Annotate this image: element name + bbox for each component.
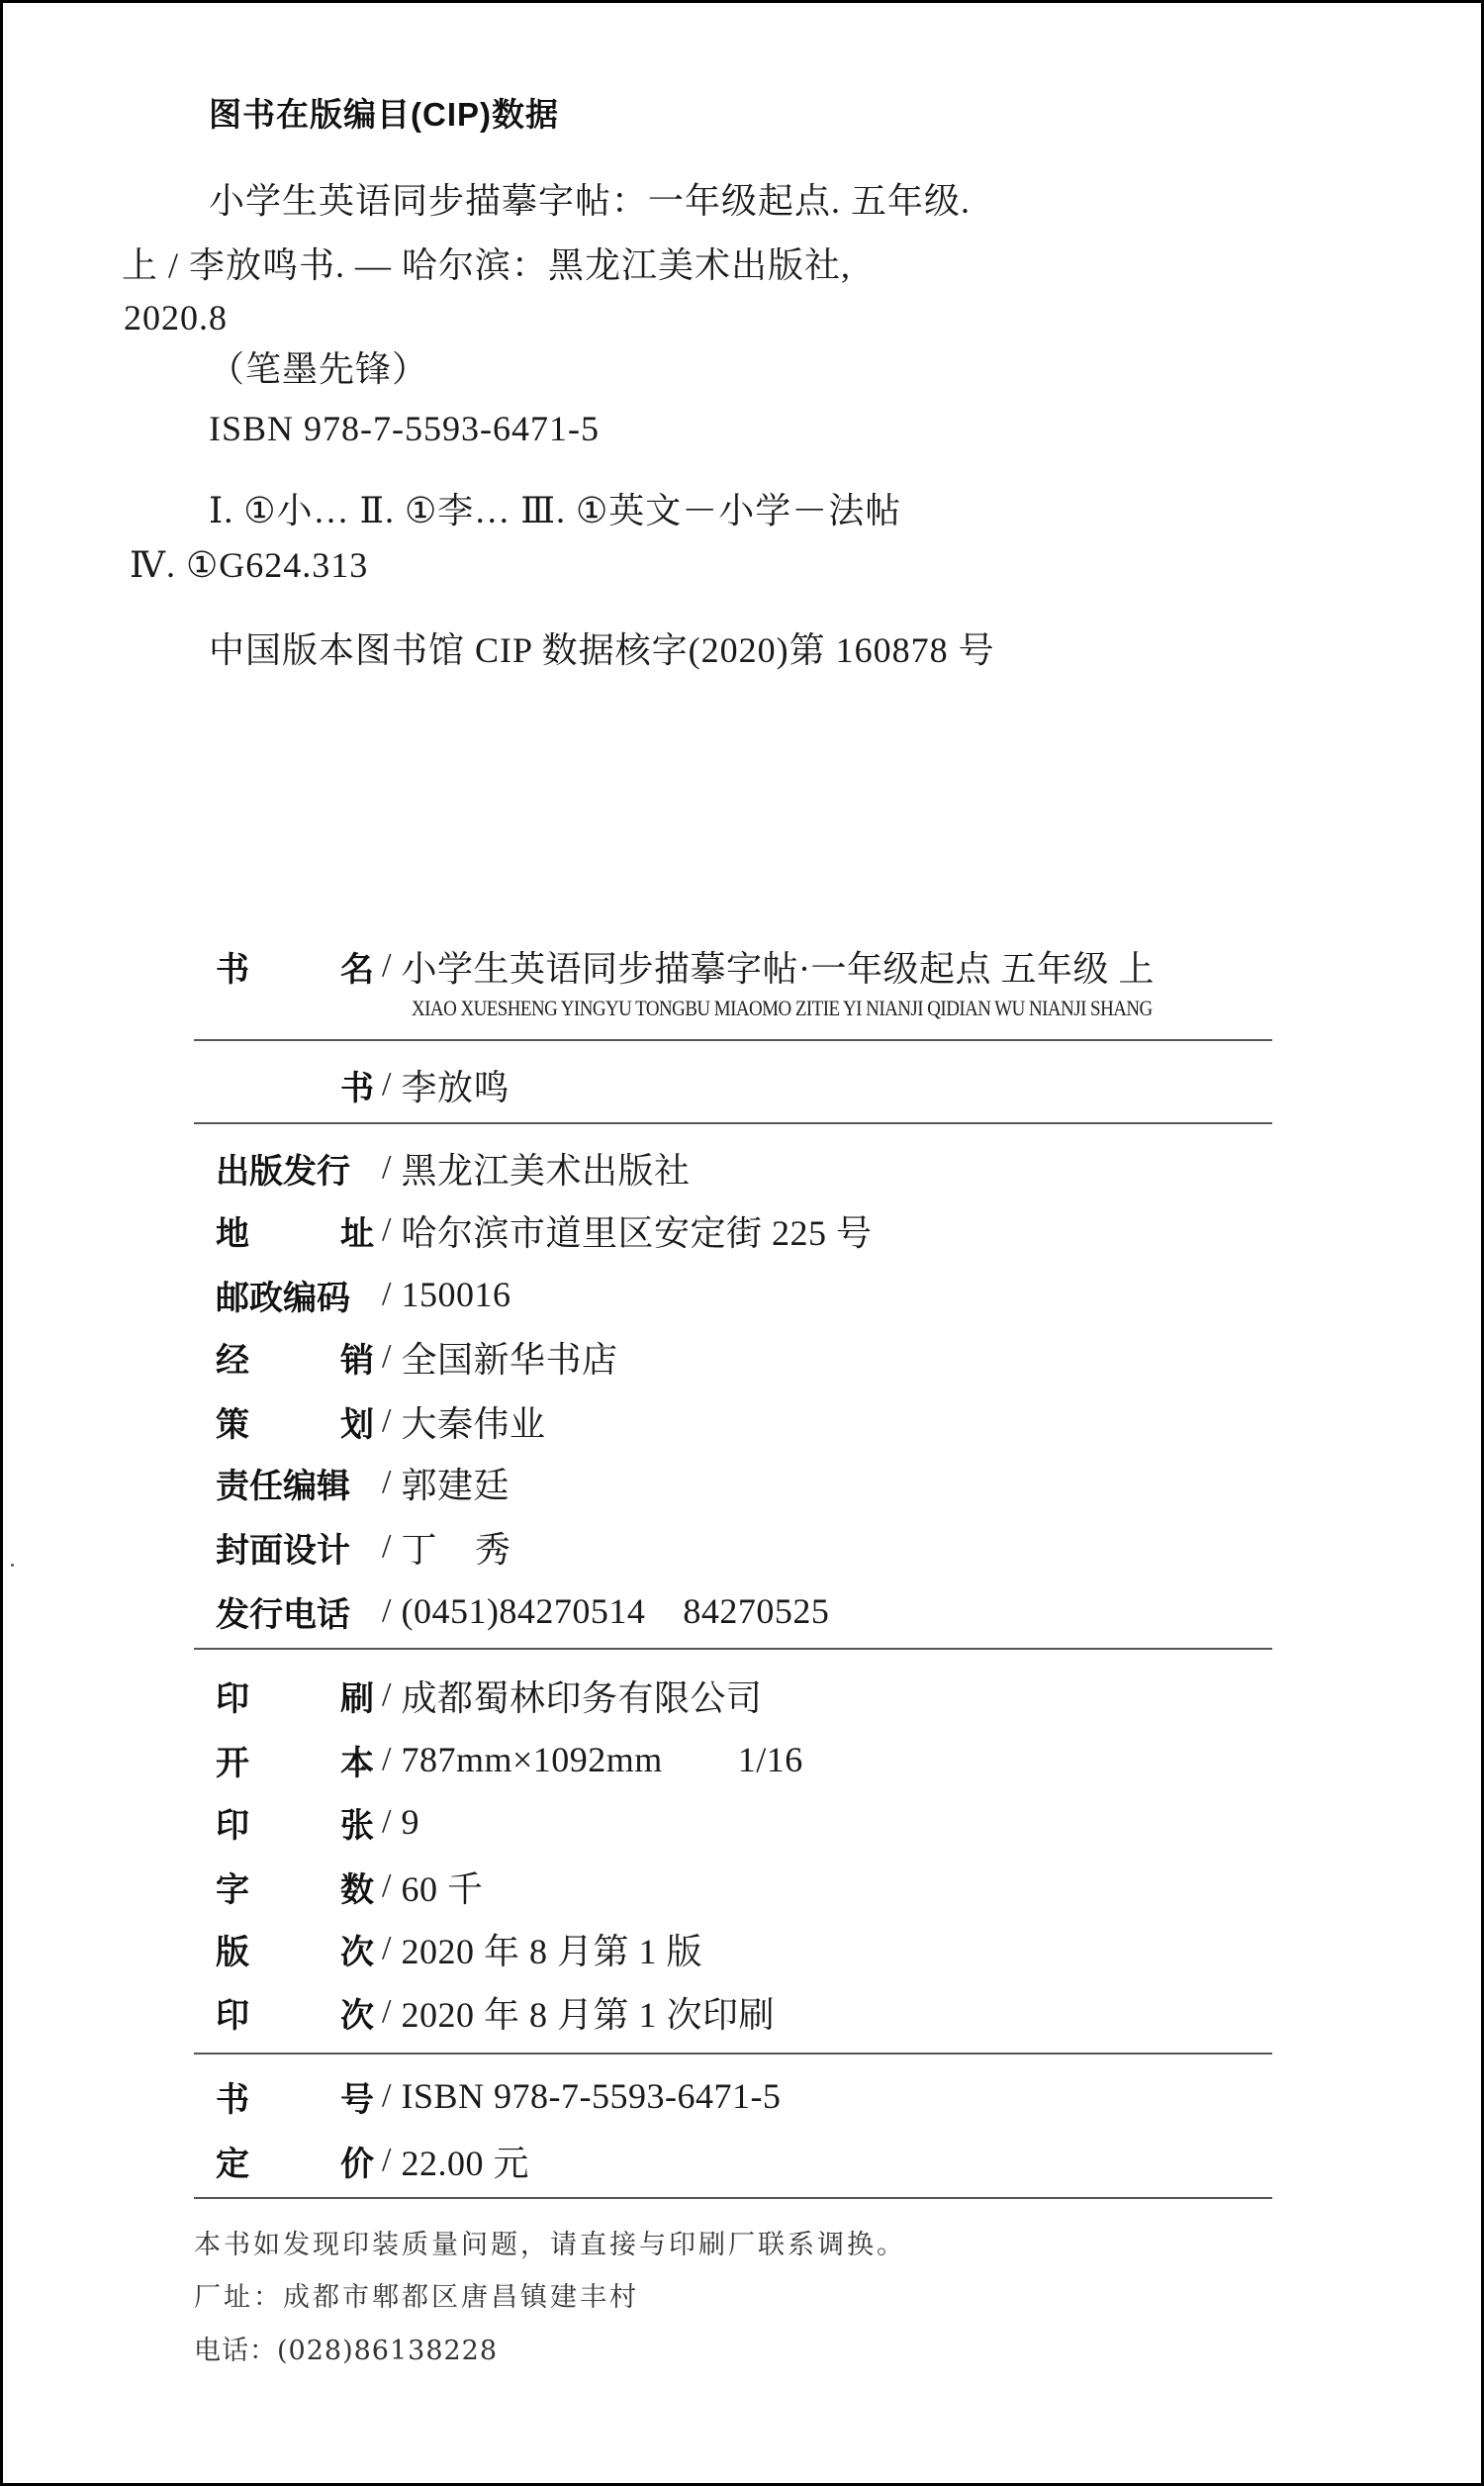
separator: /: [382, 1528, 392, 1565]
cip-title-line: 小学生英语同步描摹字帖：一年级起点. 五年级.: [209, 181, 972, 221]
colophon-row-publisher: 出版发行 / 黑龙江美术出版社: [216, 1146, 690, 1190]
author-name: 李放鸣: [401, 1067, 510, 1107]
colophon-row-word-count: 字 数 / 60 千: [216, 1864, 483, 1908]
cip-subject-line: Ⅰ. ①小… Ⅱ. ①李… Ⅲ. ①英文－小学－法帖: [209, 491, 902, 530]
separator: /: [382, 1592, 392, 1629]
row-label: 封面设计: [216, 1531, 350, 1570]
factory-address: 厂址：成都市郫都区唐昌镇建丰村: [194, 2282, 639, 2313]
colophon-row-edition: 版 次 / 2020 年 8 月第 1 版: [216, 1927, 702, 1970]
colophon-row-cover-design: 封面设计 / 丁 秀: [216, 1525, 510, 1569]
separator: /: [382, 947, 392, 984]
colophon-row-printer: 印 刷 / 成都蜀林印务有限公司: [216, 1673, 762, 1717]
divider: [194, 2197, 1272, 2199]
colophon-row-postcode: 邮政编码 / 150016: [216, 1273, 510, 1316]
divider: [194, 1039, 1272, 1041]
separator: /: [382, 1211, 392, 1248]
separator: /: [382, 1149, 392, 1186]
row-label: 地 址: [216, 1214, 374, 1253]
row-label: 经 销: [216, 1341, 374, 1380]
row-label: 发行电话: [216, 1595, 350, 1634]
separator: /: [382, 1066, 392, 1102]
book-title-pinyin: XIAO XUESHENG YINGYU TONGBU MIAOMO ZITIE YI NIANJI QIDIAN WU NIANJI SHANG: [412, 996, 1153, 1020]
cip-series-line: （笔墨先锋）: [209, 349, 429, 389]
cip-author-publisher-line: 上 / 李放鸣书. — 哈尔滨：黑龙江美术出版社,: [122, 245, 852, 285]
row-label: 版 次: [216, 1933, 374, 1971]
separator: /: [382, 1867, 392, 1904]
colophon-row-sheets: 印 张 / 9: [216, 1800, 419, 1844]
row-label: 书: [340, 1069, 374, 1107]
colophon-row-planning: 策 划 / 大秦伟业: [216, 1399, 545, 1443]
scan-speck: [11, 1564, 14, 1567]
colophon-row-author: [216, 1063, 510, 1106]
cip-record-number-line: 中国版本图书馆 CIP 数据核字(2020)第 160878 号: [209, 630, 995, 670]
separator: /: [382, 1464, 392, 1500]
quality-notice: 本书如发现印装质量问题，请直接与印刷厂联系调换。: [194, 2230, 906, 2260]
separator: /: [382, 1402, 392, 1439]
row-label: 印 张: [216, 1806, 374, 1845]
separator: /: [382, 2142, 392, 2178]
row-label: 开 本: [216, 1744, 374, 1782]
cip-classification-line: Ⅳ. ①G624.313: [130, 545, 369, 585]
separator: /: [382, 1930, 392, 1966]
colophon-row-title: [216, 944, 1155, 988]
separator: /: [382, 1276, 392, 1312]
separator: /: [382, 1993, 392, 2030]
cip-date-line: 2020.8: [124, 298, 228, 337]
row-label: 定 价: [216, 2145, 374, 2183]
row-label: 责任编辑: [216, 1467, 350, 1505]
separator: /: [382, 1803, 392, 1840]
row-label: 印 次: [216, 1996, 374, 2035]
colophon-row-price: 定 价 / 22.00 元: [216, 2139, 529, 2182]
separator: /: [382, 2077, 392, 2114]
row-label: 出版发行: [216, 1152, 350, 1191]
row-label: 书 名: [216, 950, 374, 989]
factory-phone: 电话：(028)86138228: [194, 2336, 499, 2366]
row-label: 字 数: [216, 1870, 374, 1909]
colophon-row-isbn: 书 号 / ISBN 978-7-5593-6471-5: [216, 2074, 781, 2118]
colophon-row-editor: 责任编辑 / 郭建廷: [216, 1461, 510, 1504]
divider: [194, 2053, 1272, 2055]
separator: /: [382, 1676, 392, 1713]
separator: /: [382, 1338, 392, 1375]
row-label: 策 划: [216, 1405, 374, 1444]
colophon-row-impression: 印 次 / 2020 年 8 月第 1 次印刷: [216, 1990, 775, 2034]
colophon-row-format: 开 本 / 787mm×1092mm 1/16: [216, 1738, 803, 1781]
colophon-row-address: 地 址 / 哈尔滨市道里区安定街 225 号: [216, 1208, 872, 1252]
book-title: 小学生英语同步描摹字帖·一年级起点 五年级 上: [401, 948, 1155, 989]
separator: /: [382, 1741, 392, 1777]
cip-heading: 图书在版编目(CIP)数据: [209, 96, 559, 133]
cip-isbn-line: ISBN 978-7-5593-6471-5: [209, 409, 600, 448]
divider: [194, 1648, 1272, 1650]
divider: [194, 1122, 1272, 1124]
colophon-row-sales-phone: 发行电话 / (0451)84270514 84270525: [216, 1589, 829, 1633]
row-label: 印 刷: [216, 1679, 374, 1718]
row-label: 邮政编码: [216, 1279, 350, 1317]
colophon-row-distributor: 经 销 / 全国新华书店: [216, 1335, 617, 1379]
row-label: 书 号: [216, 2080, 374, 2119]
